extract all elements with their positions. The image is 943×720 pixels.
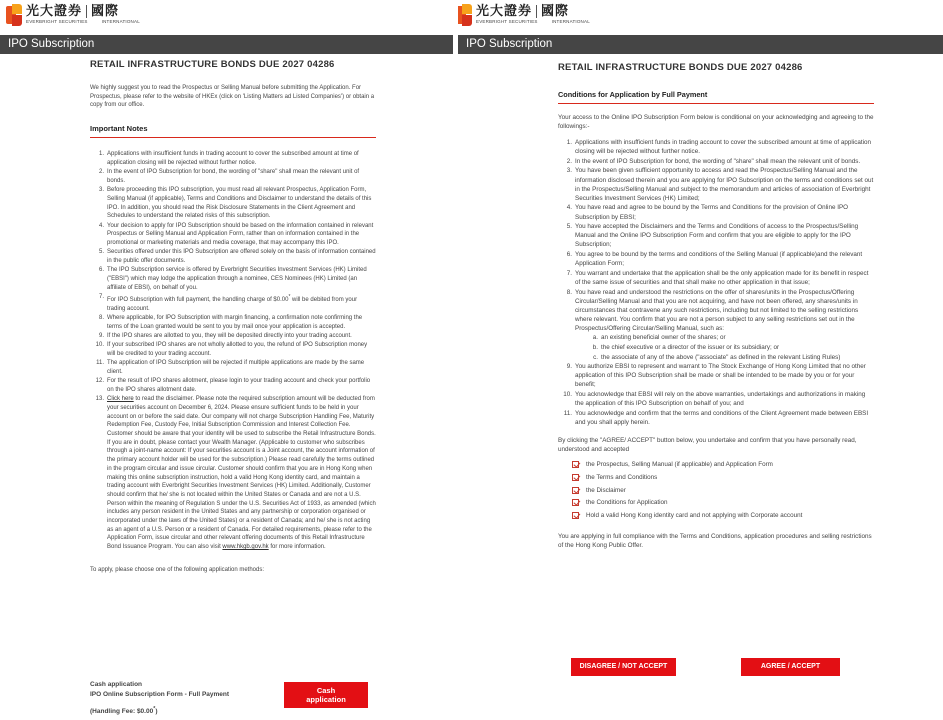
list-item: 2. In the event of IPO Subscription for bond, the wording of "share" shall mean the relevant unit of bonds.: [566, 157, 861, 165]
list-item: 11. You acknowledge and confirm that the terms and conditions of the Client Agreement made between EBSI and you shall apply herein.: [563, 409, 869, 426]
list-item: 10. If your subscribed IPO shares are not wholly allotted to you, the refund of IPO Subscription money will be credited to your trading account.: [95, 342, 368, 357]
important-notes-heading: Important Notes: [90, 124, 376, 138]
intro-text: We highly suggest you to read the Prospectus or Selling Manual before submitting the Application. For Prospectus, please refer to the website of HKEx (click on 'Listing Matters ad Listed Companies') or obtain a copy from our office.: [90, 85, 375, 109]
list-item: 3. Before proceeding this IPO subscription, you must read all relevant Prospectus, Application Form, Selling Manual (if applicable), Terms and Conditions and Disclaimer to understand the details of this IPO. In addition, you should read the Risk Disclosure Statements in the Client Agreement and Schedules to understand the related risks of this subscription.: [98, 187, 372, 220]
right-panel: [458, 0, 943, 720]
disagree-button[interactable]: DISAGREE / NOT ACCEPT: [571, 658, 676, 676]
checklist-item: Hold a valid Hong Kong identity card and not applying with Corporate account: [558, 509, 874, 522]
list-item: 6. The IPO Subscription service is offered by Everbright Securities Investment Services (HK) Limited ("EBSI") which may lodge the application through a nominee, CES Nominees (HK) Limited (an affiliate of EBSI), on behalf of you.: [98, 267, 367, 291]
list-item: 2. In the event of IPO Subscription for bond, the wording of "share" shall mean the relevant unit of bonds.: [98, 169, 360, 184]
apply-prompt: To apply, please choose one of the following application methods:: [90, 566, 265, 573]
logo-sub-en: EVERBRIGHT SECURITIES: [26, 19, 88, 25]
logo-name-cn-2: 國際: [91, 4, 120, 20]
logo-name-cn: 光大證券: [476, 4, 533, 20]
cash-application-title: Cash application: [90, 681, 143, 688]
list-item: 4. Your decision to apply for IPO Subscription should be based on the information contained in relevant Prospectus or Selling Manual and Application Form, rather than on information contained in the promotional or marketing materials and media coverage, that may accompany this IPO.: [98, 222, 374, 246]
checklist-item: the Disclaimer: [558, 484, 874, 497]
compliance-text: You are applying in full compliance with the Terms and Conditions, application procedures and selling restrictions of the Hong Kong Public Offer.: [558, 532, 872, 549]
list-item: 9. You authorize EBSI to represent and warrant to The Stock Exchange of Hong Kong Limited that no other application of this IPO Subscription shall be made or shall be intended to be made by you or for your benefit;: [566, 363, 866, 389]
everbright-logo: [6, 4, 140, 26]
conditions-intro: Your access to the Online IPO Subscription Form below is conditional on your acknowledging and agreeing to the followings:-: [558, 114, 874, 130]
list-item: 1. Applications with insufficient funds in trading account to cover the subscribed amount at time of application closing will be rejected without further notice.: [98, 151, 359, 166]
logo-mark-icon: [458, 4, 472, 26]
list-item: 4. You have read and agree to be bound by the Terms and Conditions for the provision of Online IPO Subscription by EBSI;: [566, 204, 849, 221]
logo-sub-en-2: INTERNATIONAL: [551, 19, 590, 25]
logo-mark-icon: [6, 4, 22, 26]
logo-bar: [0, 0, 453, 33]
logo-name-cn: 光大證券: [26, 4, 83, 20]
list-item: 1. Applications with insufficient funds in trading account to cover the subscribed amount at time of application closing will be rejected without further notice.: [566, 139, 872, 156]
disclaimer-link[interactable]: Click here: [107, 396, 134, 403]
list-item: a. an existing beneficial owner of the shares; or: [592, 334, 726, 342]
list-item: 7. For IPO Subscription with full payment, the handling charge of $0.00* will be debited from your trading account.: [98, 293, 358, 312]
everbright-logo: [458, 4, 590, 26]
list-item: 5. You have accepted the Disclaimers and the Terms and Conditions of access to the Prospectus/Selling Manual and the Online IPO Subscription Form and confirm that you are eligible to apply for the IPO Subscription;: [566, 223, 859, 249]
hkgb-website-link[interactable]: www.hkgb.gov.hk: [222, 544, 269, 551]
checkbox[interactable]: [572, 487, 579, 494]
checkbox[interactable]: [572, 474, 579, 481]
checklist-item: the Prospectus, Selling Manual (if applicable) and Application Form: [558, 459, 874, 472]
list-item: b. the chief executive or a director of the issuer or its subsidiary; or: [592, 343, 780, 351]
list-item: 5. Securities offered under this IPO Subscription are offered solely on the basis of information contained in the public offer documents.: [98, 249, 376, 264]
cash-application-button[interactable]: Cash application: [284, 682, 368, 708]
full-payment-form-label: IPO Online Subscription Form - Full Payment: [90, 691, 230, 698]
selling-restrictions-sublist: [575, 333, 874, 361]
agree-button[interactable]: AGREE / ACCEPT: [741, 658, 840, 676]
list-item: 3. You have been given sufficient opportunity to access and read the Prospectus/Selling Manual and the information disclosed therein and you are applying for IPO Subscription on the terms and conditions set out in the Prospectus/Selling Manual and subject to the memorandum and articles of association of Everbright Securities Investment Services (HK) Limited;: [566, 167, 874, 202]
left-panel: 光大證券 國際 EVERBRIGHT SECURITIES INTERNATIONAL IPO Subscription RETAIL INFRASTRUCTURE BONDS DUE 2027 04286 We highly suggest you to read the Prospectus or Selling Manual before submitting the Application. For Prospectus, please refer to the website of HKEx (click on 'Listing Matters ad Listed Companies') or obtain a copy from our office. Important Notes 1. Applications with insufficient funds in trading account to cover the subscribed amount at time of application closing will be rejected without further notice. 2. In the event of IPO Subscription for bond, the wording of "share" shall mean the relevant unit of bonds. 3. Before proceeding this IPO subscription, you must read all relevant Prospectus, Application Form, Selling Manual (if applicable), Terms and Conditions and Disclaimer to understand the details of this IPO. In addition, you should read the Risk Disclosure Statements in the Client Agreement and Schedules to understand the related risks of this subscription. 4. Your decision to apply for IPO Subscription should be based on the information contained in relevant Prospectus or Selling Manual and Application Form, rather than on information contained in the promotional or marketing materials and media coverage, that may accompany this IPO. 5. Securities offered under this IPO Subscription are offered solely on the basis of information contained in the public offer documents. 6. The IPO Subscription service is offered by Everbright Securities Investment Services (HK) Limited ("EBSI") which may lodge the application through a nominee, CES Nominees (HK) Limited (an affiliate of EBSI), on behalf of you. 7. For IPO Subscription with full payment, the handling charge of $0.00* will be debited from your trading account. 8. Where applicable, for IPO Subscription with margin financing, a confirmation note confirming the terms of the Loan granted would be sent to you by mail once your application is accepted. 9. If the IPO shares are allotted to you, they will be deposited directly into your trading account. 10. If your subscribed IPO shares are not wholly allotted to you, the refund of IPO Subscription money will be credited to your trading account. 11. The application of IPO Subscription will be rejected if multiple applications are made by the same client. 12. For the result of IPO shares allotment, please login to your trading account and check your portfolio on the IPO shares allotment date. 13. Click here to read the disclaimer. Please note the required subscription amount will be deducted from your securities account on December 6, 2024. Please ensure sufficient funds to be held in your account on or before the said date. Our company will not charge Subscription Handling Fee, Maturity Redemption Fee, Custody Fee, Initial Subscription Commission and Interest Collection Fee. Customer should be aware that your identity will be used to subscribe the Retail Infrastructure Bonds. If you are in doubt, please contact your Wealth Manager. (Applicable to customer who subscribes through a joint-name account: If your securities account is a Joint account, the account information of the primary account holder will be used for the subscription.) Please read carefully the terms outlined in the program circular and issue circular. Customer should confirm that you are in Hong Kong when making this online subscription instruction, hold a valid Hong Kong identity card, and maintain a trading account with Everbright Securities Investment Services (HK) Limited. Additionally, Customer should confirm that he/ she is not located within the United States or Canada and are not a U.S. Person within the meaning of Regulation S under the U.S. Securities Act of 1933, as amended (which includes any person resident in the United States and any partnership or corporation organised or incorporated under the laws of the United States) or a resident of Canada; and he/ she is not acting as an agent of a U.S. Person or a resident of Canada. For detailed requirements, please refer to the Application Form, issue circular and other relevant offering documents of this Retail Infrastructure Bond Issuance Program. You can also visit www.hkgb.gov.hk for more information. To apply, please choose one of the following application methods: Cash application IPO Online Subscription Form - Full Payment (Handling Fee: $0.00*) Cash application: [0, 0, 453, 720]
checkbox[interactable]: [572, 499, 579, 506]
list-item: 12. For the result of IPO shares allotment, please login to your trading account and check your portfolio on the IPO shares allotment date.: [95, 378, 371, 393]
page-title: IPO Subscription: [458, 35, 943, 54]
doc-title: RETAIL INFRASTRUCTURE BONDS DUE 2027 04286: [558, 62, 803, 73]
list-item: 8. Where applicable, for IPO Subscription with margin financing, a confirmation note confirming the terms of the Loan granted would be sent to you by mail once your application is accepted.: [98, 314, 363, 330]
list-item: 8. You have read and understood the restrictions on the offer of shares/units in the Prospectus/Offering Circular/Selling Manual and that you are not acquiring, and have not been offered, any shares/units in circumstances that contravene any such restrictions, including but not limited to the selling restrictions where relevant. You confirm that you are not a person subject to any selling restrictions set out in the Prospectus/Offering Circular/Selling Manual, such as: a. an existing beneficial owner of the shares; or b. the chief executive or a director of the issuer or its subsidiary; or c. the associate of any of the above ("associate" as defined in the relevant Listing Rules): [558, 288, 874, 362]
agree-intro: By clicking the "AGREE/ ACCEPT" button below, you undertake and confirm that you have personally read, understood and accepted: [558, 437, 857, 454]
logo-sub-en-2: INTERNATIONAL: [101, 19, 140, 25]
page-title: IPO Subscription: [0, 35, 453, 54]
list-item: 11. The application of IPO Subscription will be rejected if multiple applications are made by the same client.: [96, 360, 365, 375]
logo-bar: [458, 0, 943, 33]
list-item: 10. You acknowledge that EBSI will rely on the above warranties, undertakings and authorizations in making the application of this IPO Subscription on behalf of you; and: [563, 391, 866, 408]
list-item: c. the associate of any of the above ("associate" as defined in the relevant Listing Rules): [593, 353, 841, 361]
logo-name-cn-2: 國際: [541, 4, 570, 20]
logo-sub-en: EVERBRIGHT SECURITIES: [476, 19, 538, 25]
list-item: 13. Click here to read the disclaimer. Please note the required subscription amount will be deducted from your securities account on December 6, 2024. Please ensure sufficient funds to be held in your account on or before the said date. Our company will not charge Subscription Handling Fee, Maturity Redemption Fee, Custody Fee, Initial Subscription Commission and Interest Collection Fee. Customer should be aware that your identity will be used to subscribe the Retail Infrastructure Bonds. If you are in doubt, please contact your Wealth Manager. (Applicable to customer who subscribes through a joint-name account: If your securities account is a Joint account, the account information of the primary account holder will be used for the subscription.) Please read carefully the terms outlined in the program circular and issue circular. Customer should confirm that you are in Hong Kong when making this online subscription instruction, hold a valid Hong Kong identity card, and maintain a trading account with Everbright Securities Investment Services (HK) Limited. Additionally, Customer should confirm that he/ she is not located within the United States or Canada and are not a U.S. Person within the meaning of Regulation S under the U.S. Securities Act of 1933, as amended (which includes any person resident in the United States and any partnership or corporation organised or incorporated under the laws of the United States) or a resident of Canada; and he/ she is not acting as an agent of a U.S. Person or a resident of Canada. For detailed requirements, please refer to the Application Form, issue circular and other relevant offering documents of this Retail Infrastructure Bond Issuance Program. You can also visit www.hkgb.gov.hk for more information.: [95, 396, 376, 551]
handling-fee-label: (Handling Fee: $0.00: [90, 708, 154, 716]
checkbox[interactable]: [572, 461, 579, 468]
conditions-list: [558, 138, 874, 427]
list-item: 6. You agree to be bound by the terms and conditions of the Selling Manual (if applicable)and the relevant Application Form;: [566, 251, 863, 268]
checklist-item: the Terms and Conditions: [558, 471, 874, 484]
checklist-item: the Conditions for Application: [558, 496, 874, 509]
list-item: 9. If the IPO shares are allotted to you, they will be deposited directly into your trading account.: [98, 332, 352, 339]
conditions-heading: Conditions for Application by Full Payment: [558, 90, 874, 104]
list-item: 7. You warrant and undertake that the application shall be the only application made for its benefit in respect of the same issue of securities and that shall make no other application in that issue;: [566, 269, 869, 286]
important-notes-list: [90, 150, 376, 552]
checkbox[interactable]: [572, 512, 579, 519]
doc-title: RETAIL INFRASTRUCTURE BONDS DUE 2027 04286: [90, 59, 335, 70]
acceptance-checklist: [558, 459, 874, 522]
